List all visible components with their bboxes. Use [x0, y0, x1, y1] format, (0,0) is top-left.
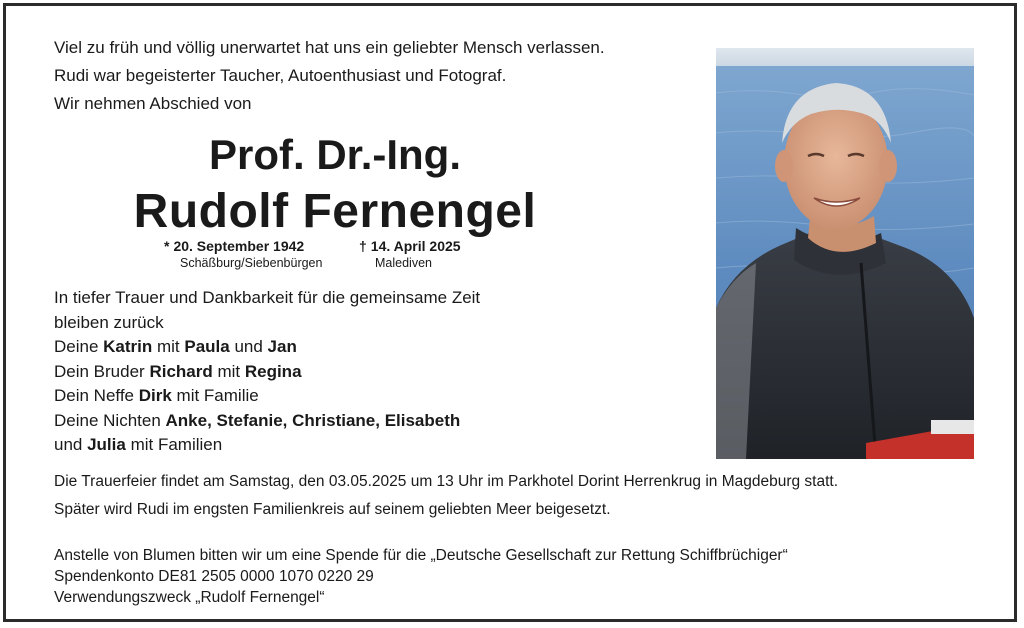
death-place: Malediven — [375, 256, 432, 270]
intro-line-1: Viel zu früh und völlig unerwartet hat uns ein geliebter Mensch verlassen. — [54, 38, 605, 57]
donation-info — [54, 545, 788, 608]
intro-line-3: Wir nehmen Abschied von — [54, 94, 252, 113]
academic-title: Prof. Dr.-Ing. — [209, 131, 461, 178]
intro-text — [54, 34, 605, 118]
death-cross-icon: † — [359, 238, 367, 254]
deceased-name: Rudolf Fernengel — [133, 185, 537, 238]
donation-line-1: Anstelle von Blumen bitten wir um eine Spende für die „Deutsche Gesellschaft zur Rettung Schiffbrüchiger“ — [54, 547, 788, 564]
mourner-row: Dein Bruder Richard mit Regina — [54, 361, 302, 381]
birth-star-icon: * — [164, 238, 170, 254]
mourners-intro-1: In tiefer Trauer und Dankbarkeit für die gemeinsame Zeit — [54, 288, 481, 307]
donation-account: Spendenkonto DE81 2505 0000 1070 0220 29 — [54, 568, 374, 585]
death-info — [359, 238, 461, 272]
burial-notice: Später wird Rudi im engsten Familienkreis auf seinem geliebten Meer beigesetzt. — [54, 501, 611, 518]
mourner-row: Deine Nichten Anke, Stefanie, Christiane, Elisabeth — [54, 410, 461, 430]
mourner-row: Deine Katrin mit Paula und Jan — [54, 337, 297, 356]
donation-reference: Verwendungszweck „Rudolf Fernengel“ — [54, 589, 325, 606]
mourner-row: Dein Neffe Dirk mit Familie — [54, 386, 259, 405]
death-date: 14. April 2025 — [370, 238, 461, 254]
intro-line-2: Rudi war begeisterter Taucher, Autoenthusiast und Fotograf. — [54, 66, 507, 85]
portrait-photo — [716, 48, 974, 459]
funeral-notice: Die Trauerfeier findet am Samstag, den 03.05.2025 um 13 Uhr im Parkhotel Dorint Herrenkrug in Magdeburg statt. — [54, 473, 839, 490]
birth-date: 20. September 1942 — [173, 238, 305, 254]
birth-place: Schäßburg/Siebenbürgen — [180, 256, 323, 270]
mourner-row: und Julia mit Familien — [54, 435, 223, 454]
mourners-list — [54, 286, 480, 458]
mourners-intro-2: bleiben zurück — [54, 312, 164, 332]
birth-info — [164, 238, 322, 272]
